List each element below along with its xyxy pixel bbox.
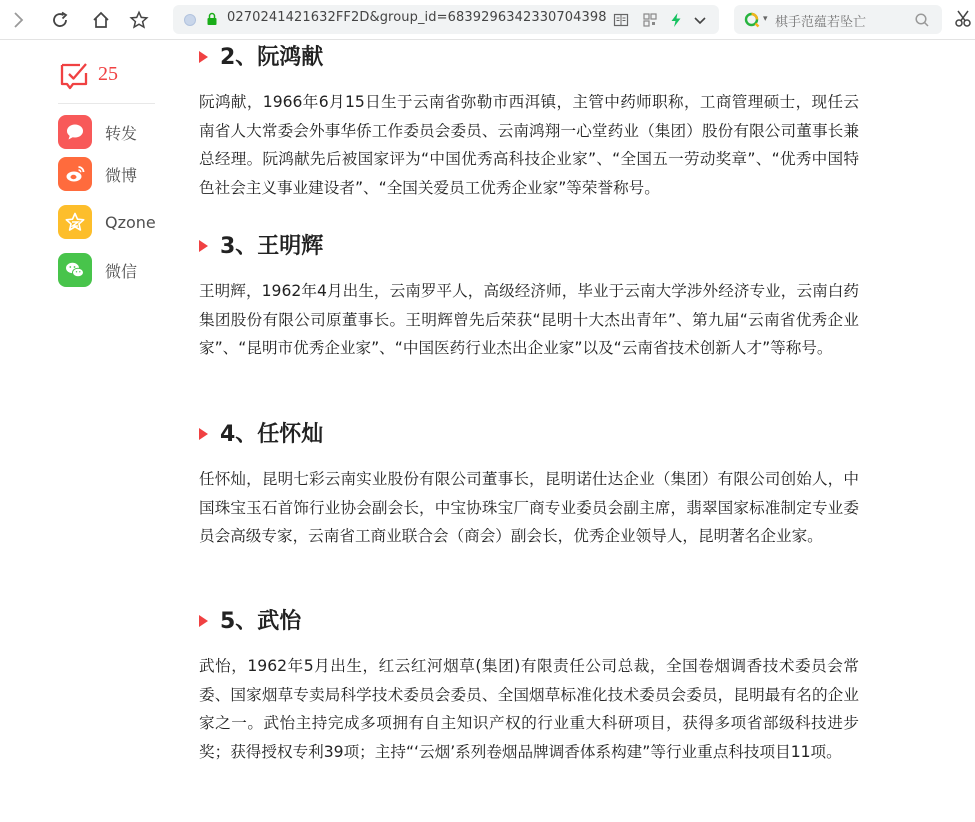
lightning-icon[interactable] [668,12,684,28]
share-label: 微博 [105,165,138,185]
triangle-marker-icon [199,615,208,627]
article-section [199,40,859,197]
share-repost[interactable] [58,114,168,150]
share-weibo[interactable] [58,156,168,192]
triangle-marker-icon [199,240,208,252]
browser-toolbar [0,0,975,40]
section-paragraph: 任怀灿，昆明七彩云南实业股份有限公司董事长，昆明诺仕达企业（集团）有限公司创始人，中国珠宝玉石首饰行业协会副会长，中宝协珠宝厂商专业委员会副主席，翡翠国家标准制定专业委员会高级专家，云南省工商业联合会（商会）副会长，优秀企业领导人，昆明著名企业家。 [199,470,859,545]
home-icon [91,10,111,30]
section-heading [199,229,859,263]
section-title: 5、武怡 [220,609,302,634]
reload-icon [50,10,70,30]
bookmark-button[interactable] [125,6,153,34]
reload-button[interactable] [46,6,74,34]
search-icon[interactable] [914,12,930,28]
section-paragraph: 阮鸿献，1966年6月15日生于云南省弥勒市西洱镇，主管中药师职称，工商管理硕士，现任云南省人大常委会外事华侨工作委员会委员、云南鸿翔一心堂药业（集团）股份有限公司董事长兼总经理。阮鸿献先后被国家评为“中国优秀高科技企业家”、“全国五一劳动奖章”、“优秀中国特色社会主义事业建设者”、“全国关爱员工优秀企业家”等荣誉称号。 [199,93,859,197]
url-text: 0270241421632FF2D&group_id=6839296342330704398 [227,10,607,25]
article-section [199,604,859,761]
share-qzone[interactable] [58,204,168,240]
comment-icon [59,60,89,90]
comment-button[interactable] [58,56,158,96]
section-heading [199,40,859,74]
qr-code-icon[interactable] [642,12,658,28]
section-heading [199,604,859,638]
triangle-marker-icon [199,51,208,63]
reader-mode-icon[interactable] [613,12,629,28]
engine-dropdown-icon[interactable]: ▾ [763,14,768,24]
share-divider [58,103,155,104]
forward-button[interactable] [4,6,32,34]
article-section [199,417,859,545]
section-title: 4、任怀灿 [220,422,324,447]
triangle-marker-icon [199,428,208,440]
share-wechat[interactable] [58,252,168,288]
section-title: 2、阮鸿献 [220,45,324,70]
qzone-icon [58,205,92,239]
search-input[interactable]: 棋手范蕴若坠亡 [775,15,867,30]
chevron-down-icon[interactable] [692,12,708,28]
home-button[interactable] [87,6,115,34]
search-engine-icon[interactable] [744,12,760,28]
chevron-right-icon [8,10,28,30]
search-box[interactable] [734,5,942,34]
lock-icon [205,12,219,26]
section-paragraph: 武怡，1962年5月出生，红云红河烟草(集团)有限责任公司总裁，全国卷烟调香技术委员会常委、国家烟草专卖局科学技术委员会委员、全国烟草标准化技术委员会委员，昆明最有名的企业家之一。武怡主持完成多项拥有自主知识产权的行业重大科研项目，获得多项省部级科技进步奖；获得授权专利39项；主持“‘云烟’系列卷烟品牌调香体系构建”等行业重点科技项目11项。 [199,657,859,761]
share-label: 微信 [105,261,138,281]
comment-count: 25 [98,63,118,85]
article-section [199,229,859,357]
section-heading [199,417,859,451]
repost-icon [58,115,92,149]
site-icon [184,14,196,26]
wechat-icon [58,253,92,287]
share-label: 转发 [105,123,138,143]
address-bar[interactable] [173,5,719,34]
section-title: 3、王明辉 [220,234,324,259]
section-paragraph: 王明辉，1962年4月出生，云南罗平人，高级经济师，毕业于云南大学涉外经济专业，云南白药集团股份有限公司原董事长。王明辉曾先后荣获“昆明十大杰出青年”、第九届“云南省优秀企业家”、“昆明市优秀企业家”、“中国医药行业杰出企业家”以及“云南省技术创新人才”等称号。 [199,282,859,357]
weibo-icon [58,157,92,191]
share-label: Qzone [105,212,156,232]
star-icon [129,10,149,30]
scissors-icon[interactable] [954,9,974,29]
